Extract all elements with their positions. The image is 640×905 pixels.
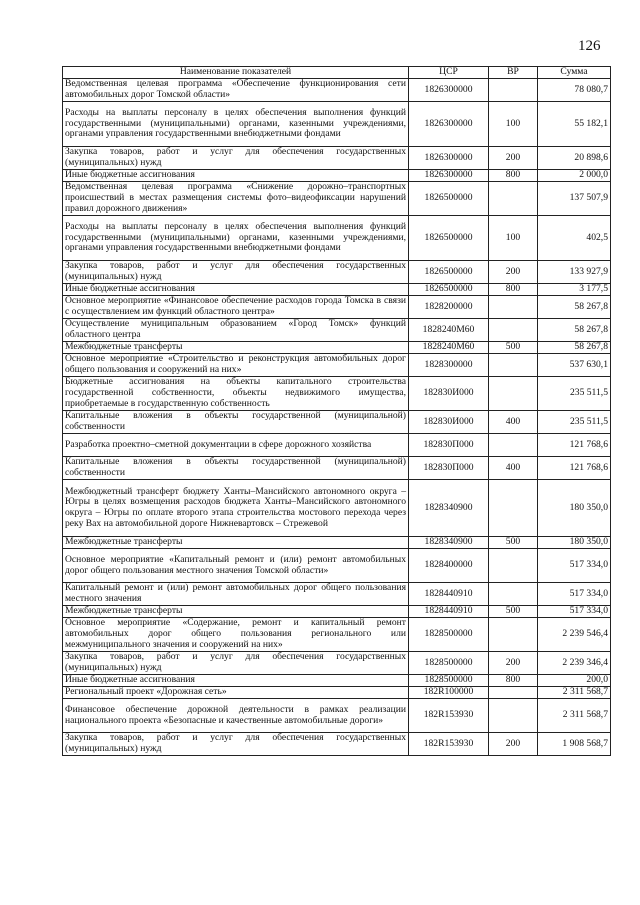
table-row — [63, 652, 611, 675]
row-vr-cell: 100 — [489, 102, 538, 147]
row-csr-cell: 1826300000 — [409, 147, 489, 170]
row-sum-cell: 537 630,1 — [538, 354, 611, 377]
row-sum-cell: 180 350,0 — [538, 537, 611, 549]
row-csr-cell: 1828240М60 — [409, 319, 489, 342]
row-name-cell: Закупка товаров, работ и услуг для обеспечения государственных (муниципальных) нужд — [63, 733, 409, 756]
row-vr-cell: 400 — [489, 457, 538, 480]
table-row — [63, 434, 611, 457]
row-csr-cell: 182830П000 — [409, 457, 489, 480]
row-sum-cell: 2 239 546,4 — [538, 618, 611, 652]
row-vr-cell — [489, 583, 538, 606]
row-sum-cell: 2 311 568,7 — [538, 687, 611, 699]
row-name-cell: Основное мероприятие «Строительство и реконструкция автомобильных дорог общего пользования и сооружений на них» — [63, 354, 409, 377]
row-vr-cell — [489, 434, 538, 457]
row-name-cell: Основное мероприятие «Содержание, ремонт и капитальный ремонт автомобильных дорог общего пользования регионального или межмуниципального значения и сооружений на них» — [63, 618, 409, 652]
row-vr-cell — [489, 79, 538, 102]
row-vr-cell: 200 — [489, 652, 538, 675]
row-sum-cell: 517 334,0 — [538, 606, 611, 618]
row-sum-cell: 58 267,8 — [538, 342, 611, 354]
row-name-cell: Межбюджетный трансферт бюджету Ханты–Мансийского автономного округа – Югры в целях возмещения расходов бюджета Ханты–Мансийского автономного округа – Югры по оплате второго этапа строительства мостового перехода через реку Вах на автомобильной дороге Нижневартовск – Стрежевой — [63, 480, 409, 537]
row-name-cell: Расходы на выплаты персоналу в целях обеспечения выполнения функций государственными (муниципальными) органами, казенными учреждениями, органами управления государственными внебюджетными фондами — [63, 102, 409, 147]
row-name-cell: Иные бюджетные ассигнования — [63, 675, 409, 687]
row-sum-cell: 180 350,0 — [538, 480, 611, 537]
row-sum-cell: 235 511,5 — [538, 411, 611, 434]
row-name-cell: Капитальные вложения в объекты государственной (муниципальной) собственности — [63, 457, 409, 480]
row-sum-cell: 137 507,9 — [538, 182, 611, 216]
row-vr-cell — [489, 182, 538, 216]
table-row — [63, 170, 611, 182]
row-csr-cell: 1826500000 — [409, 261, 489, 284]
row-csr-cell: 1826300000 — [409, 102, 489, 147]
row-csr-cell: 182R153930 — [409, 733, 489, 756]
row-csr-cell: 1826500000 — [409, 284, 489, 296]
row-name-cell: Основное мероприятие «Финансовое обеспечение расходов города Томска в связи с осуществлением им функций областного центра» — [63, 296, 409, 319]
row-name-cell: Разработка проектно–сметной документации в сфере дорожного хозяйства — [63, 434, 409, 457]
row-sum-cell: 517 334,0 — [538, 583, 611, 606]
row-sum-cell: 2 000,0 — [538, 170, 611, 182]
row-vr-cell — [489, 377, 538, 411]
table-row — [63, 457, 611, 480]
row-sum-cell: 58 267,8 — [538, 319, 611, 342]
row-name-cell: Бюджетные ассигнования на объекты капитального строительства государственной собственности, объекты недвижимого имущества, приобретаемые в государственную собственность — [63, 377, 409, 411]
row-csr-cell: 1828300000 — [409, 354, 489, 377]
row-vr-cell: 800 — [489, 675, 538, 687]
row-name-cell: Капитальные вложения в объекты государственной (муниципальной) собственности — [63, 411, 409, 434]
row-csr-cell: 1828340900 — [409, 480, 489, 537]
row-name-cell: Основное мероприятие «Капитальный ремонт и (или) ремонт автомобильных дорог общего пользования местного значения Томской области» — [63, 549, 409, 583]
row-vr-cell — [489, 687, 538, 699]
row-name-cell: Ведомственная целевая программа «Обеспечение функционирования сети автомобильных дорог Томской области» — [63, 79, 409, 102]
table-row — [63, 675, 611, 687]
row-sum-cell: 3 177,5 — [538, 284, 611, 296]
row-csr-cell: 182R153930 — [409, 699, 489, 733]
row-csr-cell: 1828500000 — [409, 675, 489, 687]
row-csr-cell: 1826300000 — [409, 170, 489, 182]
table-row — [63, 182, 611, 216]
row-csr-cell: 1828440910 — [409, 583, 489, 606]
row-sum-cell: 121 768,6 — [538, 434, 611, 457]
row-vr-cell: 100 — [489, 216, 538, 261]
row-sum-cell: 58 267,8 — [538, 296, 611, 319]
row-csr-cell: 1826500000 — [409, 182, 489, 216]
row-csr-cell: 182830И000 — [409, 411, 489, 434]
row-name-cell: Осуществление муниципальным образованием «Город Томск» функций областного центра — [63, 319, 409, 342]
header-sum: Сумма — [538, 67, 611, 79]
row-csr-cell: 1828440910 — [409, 606, 489, 618]
row-vr-cell: 800 — [489, 170, 538, 182]
row-vr-cell — [489, 549, 538, 583]
row-sum-cell: 121 768,6 — [538, 457, 611, 480]
table-row — [63, 480, 611, 537]
row-name-cell: Расходы на выплаты персоналу в целях обеспечения выполнения функций государственными (муниципальными) органами, казенными учреждениями, органами управления государственными внебюджетными фондами — [63, 216, 409, 261]
row-name-cell: Региональный проект «Дорожная сеть» — [63, 687, 409, 699]
table-row — [63, 102, 611, 147]
table-row — [63, 354, 611, 377]
row-sum-cell: 235 511,5 — [538, 377, 611, 411]
row-csr-cell: 1828240М60 — [409, 342, 489, 354]
table-row — [63, 606, 611, 618]
row-csr-cell: 1826500000 — [409, 216, 489, 261]
header-csr: ЦСР — [409, 67, 489, 79]
row-name-cell: Иные бюджетные ассигнования — [63, 284, 409, 296]
row-csr-cell: 182830И000 — [409, 377, 489, 411]
row-name-cell: Межбюджетные трансферты — [63, 342, 409, 354]
table-row — [63, 216, 611, 261]
row-name-cell: Закупка товаров, работ и услуг для обеспечения государственных (муниципальных) нужд — [63, 652, 409, 675]
row-name-cell: Капитальный ремонт и (или) ремонт автомобильных дорог общего пользования местного значения — [63, 583, 409, 606]
row-sum-cell: 402,5 — [538, 216, 611, 261]
row-name-cell: Иные бюджетные ассигнования — [63, 170, 409, 182]
budget-table — [62, 66, 611, 756]
row-sum-cell: 200,0 — [538, 675, 611, 687]
row-sum-cell: 1 908 568,7 — [538, 733, 611, 756]
row-name-cell: Финансовое обеспечение дорожной деятельности в рамках реализации национального проекта «Безопасные и качественные автомобильные дороги» — [63, 699, 409, 733]
row-vr-cell — [489, 699, 538, 733]
row-sum-cell: 55 182,1 — [538, 102, 611, 147]
row-vr-cell — [489, 618, 538, 652]
row-name-cell: Закупка товаров, работ и услуг для обеспечения государственных (муниципальных) нужд — [63, 261, 409, 284]
page-number: 126 — [578, 38, 601, 54]
table-row — [63, 618, 611, 652]
table-row — [63, 699, 611, 733]
header-name: Наименование показателей — [63, 67, 409, 79]
table-row — [63, 411, 611, 434]
row-csr-cell: 1828400000 — [409, 549, 489, 583]
row-vr-cell: 500 — [489, 537, 538, 549]
row-vr-cell: 800 — [489, 284, 538, 296]
table-row — [63, 687, 611, 699]
table-row — [63, 549, 611, 583]
table-row — [63, 537, 611, 549]
row-vr-cell: 200 — [489, 147, 538, 170]
row-name-cell: Межбюджетные трансферты — [63, 606, 409, 618]
row-vr-cell: 400 — [489, 411, 538, 434]
row-name-cell: Закупка товаров, работ и услуг для обеспечения государственных (муниципальных) нужд — [63, 147, 409, 170]
table-row — [63, 284, 611, 296]
row-csr-cell: 182R100000 — [409, 687, 489, 699]
row-csr-cell: 1826300000 — [409, 79, 489, 102]
row-sum-cell: 20 898,6 — [538, 147, 611, 170]
row-csr-cell: 1828340900 — [409, 537, 489, 549]
row-name-cell: Межбюджетные трансферты — [63, 537, 409, 549]
row-sum-cell: 2 239 346,4 — [538, 652, 611, 675]
row-csr-cell: 1828500000 — [409, 618, 489, 652]
table-row — [63, 296, 611, 319]
row-vr-cell — [489, 319, 538, 342]
row-vr-cell: 200 — [489, 261, 538, 284]
row-name-cell: Ведомственная целевая программа «Снижение дорожно–транспортных происшествий в местах размещения системы фото–видеофиксации нарушений правил дорожного движения» — [63, 182, 409, 216]
row-vr-cell: 500 — [489, 606, 538, 618]
row-sum-cell: 78 080,7 — [538, 79, 611, 102]
table-row — [63, 79, 611, 102]
row-vr-cell: 200 — [489, 733, 538, 756]
table-row — [63, 583, 611, 606]
row-vr-cell — [489, 480, 538, 537]
table-row — [63, 319, 611, 342]
row-csr-cell: 1828500000 — [409, 652, 489, 675]
row-vr-cell — [489, 296, 538, 319]
row-vr-cell — [489, 354, 538, 377]
row-csr-cell: 182830П000 — [409, 434, 489, 457]
row-csr-cell: 1828200000 — [409, 296, 489, 319]
table-row — [63, 342, 611, 354]
header-vr: ВР — [489, 67, 538, 79]
table-row — [63, 261, 611, 284]
row-sum-cell: 133 927,9 — [538, 261, 611, 284]
table-row — [63, 377, 611, 411]
header-row — [63, 67, 611, 79]
row-sum-cell: 2 311 568,7 — [538, 699, 611, 733]
row-vr-cell: 500 — [489, 342, 538, 354]
table-row — [63, 733, 611, 756]
table-body — [63, 79, 611, 756]
table-row — [63, 147, 611, 170]
row-sum-cell: 517 334,0 — [538, 549, 611, 583]
